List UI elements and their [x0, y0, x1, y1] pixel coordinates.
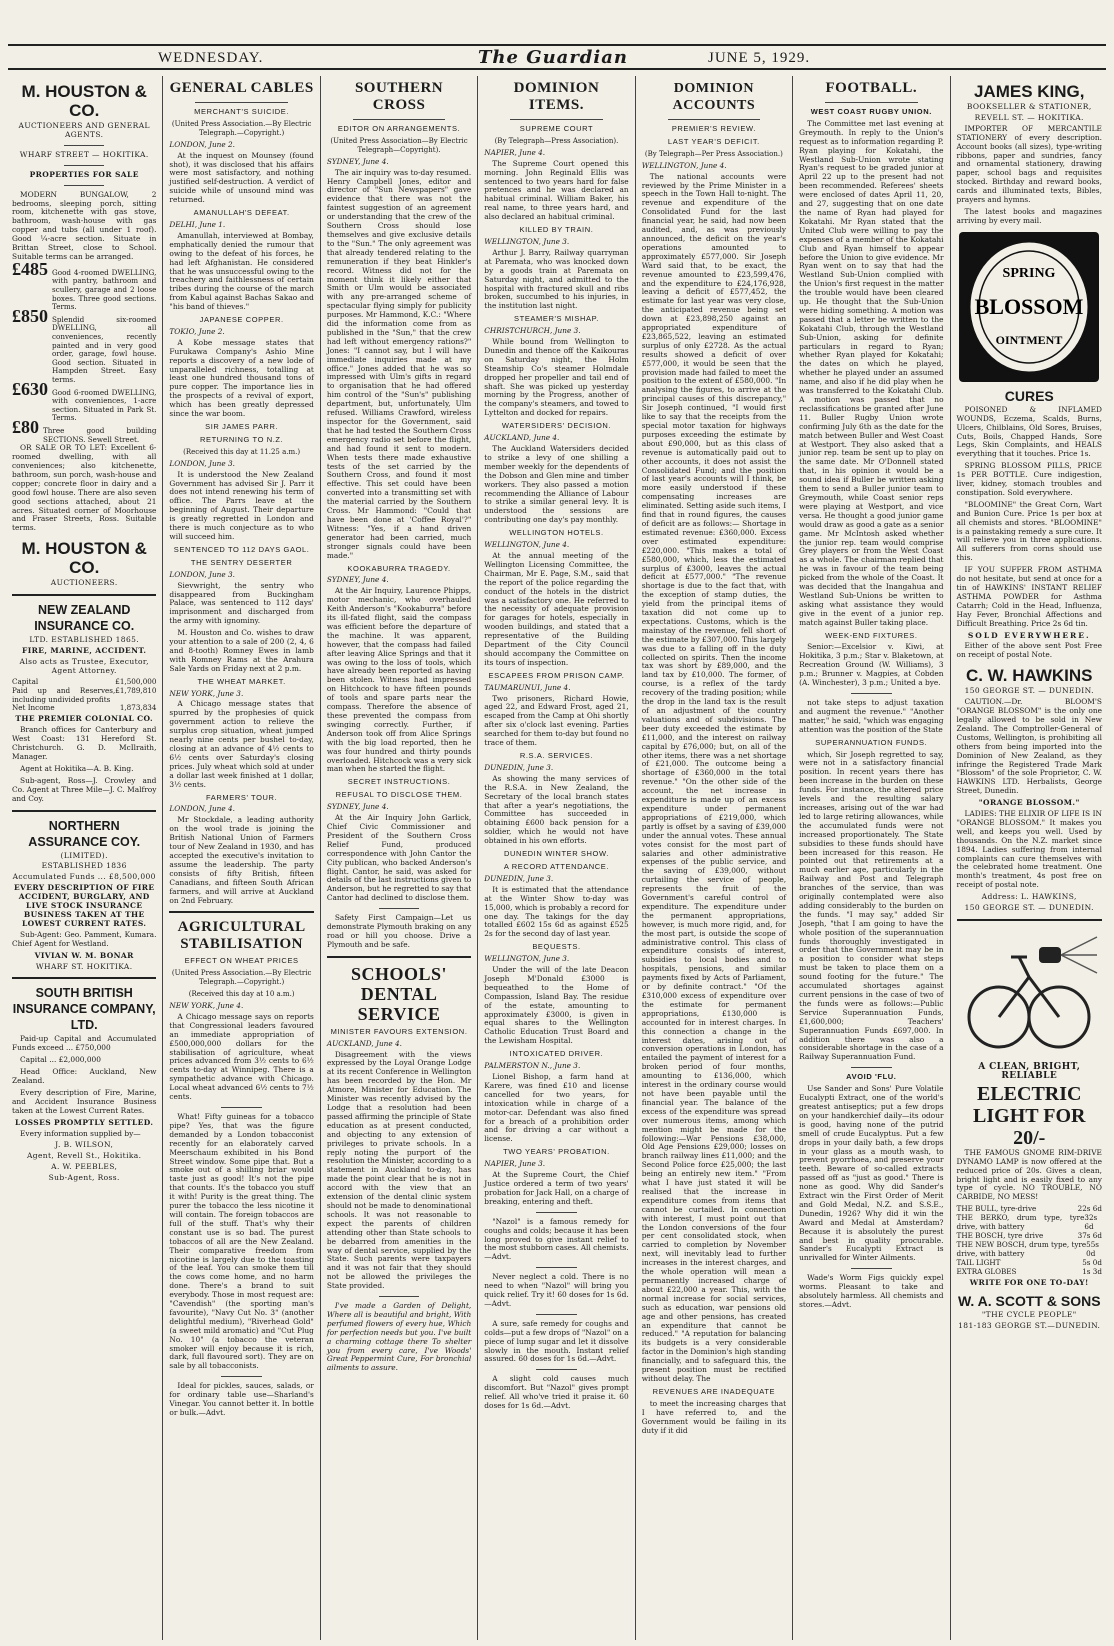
blossom-line2: OINTMENT — [995, 332, 1063, 347]
address-2: 150 GEORGE ST. — DUNEDIN. — [964, 903, 1094, 913]
subagent-text: Sub-agent, Ross—J. Crowley and Co. Agent at Three Mile—J. C. Malfroy and Coy. — [12, 775, 157, 803]
ladies-text: LADIES: THE ELIXIR OF LIFE IS IN "ORANGE BLOSSOM." It makes you well, and keeps you well. Used by thousands. On the N.Z. market since 1894. Ladies suffering from internal complaints can cure themselves with the celebrated home treatment. One month's treatment, 4s post free on receipt of postal note. — [956, 809, 1102, 890]
story-body: A Kobe message states that Furukawa Company's Ashio Mine reports a discovery of a new lode of unparalleled richness, totalling at least one hundred thousand tons of pure copper. The importance lies in the prospects of a revival of export, which has been greatly depressed since the war boom. — [169, 337, 314, 419]
southbritish-paid: Paid-up Capital and Accumulated Funds exceed ... £750,000 — [12, 1034, 157, 1053]
story-body: It is understood the New Zealand Government has advised Sir J. Parr it does not intend renewing his term of office. The Parrs leave at the beginning of August. Their departure is greatly regretted in London and there is much conjecture as to who will succeed him. — [169, 469, 314, 541]
story-title: R.S.A. SERVICES. — [519, 751, 594, 760]
property-1-text: Good 4-roomed DWELLING, with pantry, bathroom and scullery, garage and 2 loose boxes. Three good sections. Terms. — [52, 267, 157, 312]
scott-name: W. A. SCOTT & SONS — [957, 1293, 1101, 1310]
column-4 — [478, 76, 635, 1640]
caution-text: CAUTION.—Dr. BLOOM'S "ORANGE BLOSSOM" is the only one legally allowed to be sold in New Zealand. The Comptroller-General of Customs, Wellington, is prohibiting all others from being imported into the Dominion of New Zealand, as they infringe the Registered Trade Mark "Blossom" of the sole Proprietor, C. W. HAWKINS LTD. Herbalists, George Street, Dunedin. — [956, 697, 1102, 796]
story-credit: (By Telegraph—Press Association). — [494, 136, 619, 145]
price-row — [957, 1214, 1102, 1232]
price-label: TAIL LIGHT — [956, 1257, 1001, 1267]
price-value: 37s 6d — [1077, 1230, 1102, 1240]
southbritish-office: Head Office: Auckland, New Zealand. — [12, 1067, 157, 1086]
story-dateline: LONDON, June 4. — [169, 804, 235, 814]
price-2: £850 — [12, 305, 48, 326]
asthma-text: IF YOU SUFFER FROM ASTHMA do not hesitate, but send at once for a tin of HAWKINS' INSTANT RELIEF ASTHMA POWDER for Asthma Catarrh; Cold in the Head, Influenza, Hay Fever, Bronchial Affections and Difficult Breathing. Price 2s 6d tin. — [956, 565, 1102, 628]
hawkins-addr: 150 GEORGE ST. — DUNEDIN. — [964, 686, 1094, 696]
story-credit: (United Press Association—By Electric Telegraph—Copyright). — [330, 136, 468, 154]
tobacco-ad: What! Fifty guineas for a tobacco pipe? Yes, that was the figure demanded by a London tobacconist recently for an elaborately carved Meerschaum exhibited in his Bond Street window. Some pipe that. But a smoke out of a shilling briar would taste just as good! It's not the pipe that counts. It's the tobacco you stuff it with! Purity is the great thing. The purer the tobacco the less nicotine it will contain. The foreign tobaccos are full of the stuff. That's why their constant use is so bad. The purest tobaccos of all are the New Zealand. Their comparative freedom from nicotine is largely due to the toasting of the leaf. You can smoke them till the cows come home, and no harm done. There's a brand to suit everybody. Those in most request are: "Cavendish" (the sporting man's favourite), "Navy Cut No. 3" (another delightful medium), "Riverhead Gold" (a sweet mild aromatic) and "Cut Plug No. 10" (a tobacco the veteran smoker will enjoy because it is rich, dark, full flavoured sort). They are on sale by all tobacconists. — [169, 1112, 314, 1371]
column-3 — [321, 76, 478, 1640]
southbritish-capital: Capital ... £2,000,000 — [20, 1055, 101, 1065]
column-5 — [636, 76, 793, 1640]
lease-ad: OR SALE OR TO LET: Excellent 6-roomed dwelling, with all conveniences; also kitchenette, bathroom, sun porch, wash-house and copper; concrete floor in dairy and a good fowl house. There are also seven good sections attached, about 21 acres. Situated corner of Moorhouse and Fraser Streets, Ross. Suitable terms. — [12, 443, 157, 533]
story-body: Disagreement with the views expressed by the Loyal Orange Lodge at its recent Conference in Wellington has been recorded by the Hon. Mr Atmore, Minister for Education. The Minister was recently advised by the Lodge that a resolution had been passed affirming the principle of State education as at present conducted, and objecting to any extension of privileges to private schools. In a reply noting the purport of the resolution the Minister, according to a statement in Auckland to-day, has made the point clear that he is not in accord with the view that an extension of the dental clinic system should not be made to denominational schools. It was not reasonable to expect the parents of children attending other than State schools to be debarred from amenities in the way of dental service, supplied by the State. Such parents were taxpayers and it was not fair that they should not be allowed the privileges the State provided. — [326, 1049, 472, 1291]
story-body: Arthur J. Barry, Railway quarryman at Paremata, who was knocked down by a goods train at Paremata on Saturday night, and admitted to the hospital with fractured skull and ribs broken, succumbed to his injuries, in the institution last night. — [484, 247, 629, 311]
divider — [379, 1296, 419, 1297]
story-body: The Supreme Court opened this morning. John Reginald Ellis was sentenced to two years hard for false pretences and he was declared an habitual criminal. William Baker, his real name, to three years hard, and also declared an habitual criminal. — [484, 158, 629, 222]
column-6 — [793, 76, 950, 1640]
worm-figs-ad: Wade's Worm Figs quickly expel worms. Pleasant to take and absolutely harmless. All chemists and stores.—Advt. — [799, 1273, 944, 1309]
masthead-date: JUNE 5, 1929. — [708, 50, 811, 66]
story-body: It is estimated that the attendance at the Winter Show to-day was 15,000, which is probably a record for one day. The takings for the day totalled £602 15s 6d as against £525 2s for the second day of last year. — [484, 884, 629, 939]
capital-row — [12, 687, 156, 705]
safety-ad: Safety First Campaign—Let us demonstrate Plymouth braking on any road or hill you choose. Drive a Plymouth and be safe. — [326, 913, 472, 949]
story-subtitle: REVENUES ARE INADEQUATE — [652, 1386, 776, 1396]
story-dateline: NEW YORK, June 3. — [169, 688, 244, 698]
price-3: £630 — [12, 378, 48, 399]
cures-text: POISONED & INFLAMED WOUNDS, Eczema, Scalds, Burns, Ulcers, Chilblains, Old Sores, Bruises, Cuts, Boils, Chapped Hands, Sore Legs, Skin Complaints, and HEALS everything that it touches. Price 1s. — [956, 404, 1102, 459]
agent-peebles: A. W. PEEBLES, — [51, 1162, 118, 1172]
story-body: A Chicago message says on reports that Congressional leaders favoured an immediate appropriation of £500,000,000 dollars for the stabilisation of agriculture, wheat prices advanced from 3½ cents to 6½ cents to-day at Winnipeg. There is a sympathetic advance with Chicago. Local wheat advanced 6½ cents to 7½ cents. — [169, 1011, 314, 1102]
verse-ad: I've made a Garden of Delight, Where all is beautiful and bright, With perfumed flowers of every hue, Which for perfection needs but you. I've built a charming cottage there To shelter you from every care, I've Woods' Great Peppermint Cure, For bronchial ailments to assure. — [326, 1301, 472, 1373]
story-title: SUPREME COURT — [519, 124, 594, 133]
story-title: AVOID 'FLU. — [846, 1072, 897, 1082]
story-title: BEQUESTS. — [532, 942, 581, 952]
story-title: SUPERANNUATION FUNDS. — [815, 737, 928, 747]
nzins-lines: FIRE, MARINE, ACCIDENT. — [21, 646, 147, 656]
story-credit: (United Press Association.—By Electric Telegraph.—Copyright.) — [171, 969, 312, 987]
story-dateline: NAPIER, June 4. — [484, 147, 546, 157]
story-dateline: WELLINGTON, June 4. — [641, 160, 727, 170]
story-dateline: DUNEDIN, June 3. — [484, 762, 554, 772]
cures-label: CURES — [1004, 387, 1054, 404]
price-label: EXTRA GLOBES — [956, 1266, 1017, 1276]
story-body: Two prisoners, Richard Howie, aged 22, and Edward Frost, aged 21, escaped from the Camp at Ohi shortly after six o'clock last evening. Parties searched for them to-day but found no trace of them. — [484, 693, 629, 748]
divider — [851, 693, 891, 694]
story-dateline: PALMERSTON N., June 3. — [484, 1061, 581, 1071]
price-label: THE BOSCH, tyre drive — [956, 1230, 1044, 1240]
price-4: £80 — [12, 416, 39, 437]
capital-value: £1,500,000 — [115, 676, 157, 686]
houston-addr: WHARF STREET — HOKITIKA. — [19, 149, 149, 159]
story-dateline: LONDON, June 3. — [169, 458, 235, 468]
story-body: Sievwright, the sentry who disappeared from Buckingham Palace, was sentenced to 112 days' imprisonment and discharged from the army with ignominy. — [169, 580, 314, 626]
story-body: Under the will of the late Deacon Joseph M'Donald £3000 is bequeathed to the Home of Compassion, Island Bay. The residue of the estate, amounting to approximately £3000, is given in equal shares to the Wellington Catholic Education Trust Board and the Lewisham Hospital. — [484, 965, 629, 1046]
general-cables-heading: GENERAL CABLES — [169, 80, 314, 96]
vinegar-ad: Ideal for pickles, sauces, salads, or for ordinary table use—Sharland's Vinegar. You cannot better it. In bottle or bulk.—Advt. — [169, 1381, 314, 1417]
divider — [12, 594, 156, 596]
divider — [169, 911, 313, 913]
story-dateline: SYDNEY, June 4. — [326, 802, 389, 812]
story-title: PREMIER'S REVIEW. — [671, 124, 756, 133]
light-heading: A CLEAN, BRIGHT, RELIABLE — [978, 1062, 1081, 1081]
nzins-name: NEW ZEALAND INSURANCE CO. — [34, 603, 135, 634]
divider — [64, 185, 104, 186]
northern-ltd: (LIMITED). — [60, 850, 108, 860]
price-label: THE NEW BOSCH, drum type, tyre drive, with battery — [956, 1239, 1087, 1258]
column-2 — [163, 76, 320, 1640]
masthead-rule-bottom — [8, 68, 1106, 70]
story-body: The national accounts were reviewed by the Prime Minister in a speech in the Town Hall to-night. The revenue and expenditure of the Consolidated Fund for the last financial year, he said, had now been audited, and, as was previously announced, the deficit on the year's operations amounted to approximately £577,000. Sir Joseph Ward said that, to be exact, the revenue amounted to £23,599,476, and the expenditure to £24,176,928, leaving a deficit of £577,452, the estimate for last year was very close, the anticipated revenue being set down at £23,898,250 against an appropriated expenditure of £23,865,522, leaving an estimated surplus of only £2728. As the actual results showed a deficit of over £577,000, it would be seen that the provision made had failed to meet the position to the extent of £580,000. "In analysing the figures, to arrive at the principal causes of this discrepancy," Sir Joseph continued, "I would first like to say that the receipts from the special motor taxation for highways purposes exceeding the estimate by about £90,000, but as this class of revenue is automatically paid out to other accounts, it does not assist the Consolidated Fund; and the position of last year's accounts will I think, be more easily understood if these compensating increases are eliminated. Setting aside such items, I find that in round figures, the causes of deficit are as follows:— Shortage in estimated revenue: £360,000. Excess over estimated expenditure: £220,000. "This makes a total of £580,000, which, less the estimated surplus of £3000, leaves the actual deficit at £577,000." "The revenue shortage is due to the fact that, with the exception of stamp duties, the yield from the principal items of taxation did not come up to expectations. Customs, which is the mainstay of the revenue, fell short of the estimate by £307,000. This largely was due to a falling off in the duty collected on spirits. Then the income tax was short by £89,000, and the land tax by £10,000. The former, of course, is a reflex of the tardy recovery of the trading position; while the drop in the land tax is the result of an adjustment of the country valuations and of subdivisions. The beer duty exceeded the estimate by £11,000, and the interest on railway capital by £76,000; but, on all of the other items, there was a net shortage of £21,000. The outcome being a shortage of £360,000 in the total revenue." "On the other side of the account, the net increase in expenditure is made up of an excess expenditure under permanent appropriations of £219,000, which partly is offset by a saving of £39,000 under the annual votes. These annual votes consist for the most part of salaries and other administrative expenses of the public service, and the saving of £39,000, without curtailing the service of people, represents the fruit of the Government's careful control of expenditure. The expenditure under the permanent appropriations, however, is much more rigid, and, for the most part, is outside the scope of administrative control. This class of expenditure consists of interest, subsidies to local bodies and to hospitals, pensions, and similar payments fixed by Acts of Parliament, or by definite contract." "Of the £310,000 excess of expenditure over the estimate for permanent appropriations, £130,000 is accounted for in interest charges. In this connection a change in the interest dates, arising out of conversion operations in London, has entailed the payment of interest for a broken period of four months, amounting to £136,000, which interest in the ordinary course would not have been payable until the financial year. The balance of the excess of the expenditure was spread over numerous items, among which mention might be made for the following:—War Pensions £38,000, Old Age Pensions £29,000; losses on branch railway lines £11,000; and the Second Police force £25,000; the last being an entirely new item." "From what I have just stated it will be realised that the increase in expenditure comes from items that cannot be curtailed. In connection with interest, I must point out that the London conversions of the four per cent consolidated stock, when carried to completion by November next, will inevitably lead to further increases in the interest charges, and the whole operation will mean a permanently increased charge of about £22,000 a year. This, with the normal increase for social services, such as education, war pensions old age and other pensions, has created an expenditure that cannot be reduced." "A reputation for balancing its budgets is a very considerable factor in the Dominion's high standing financially, and to safeguard this, the present position must be rectified without delay. The — [641, 171, 787, 1383]
story-body: The Auckland Watersiders decided to strike a levy of one shilling a member weekly for the dependents of the Dobson and Glen mine and timber workers. They also passed a motion recommending the Alliance of Labour to strike a similar general levy. It is understood the sessions are contributing one day's pay monthly. — [484, 444, 629, 525]
story-dateline: SYDNEY, June 4. — [326, 156, 389, 166]
divider — [510, 119, 602, 120]
divider — [12, 810, 156, 812]
sale-notice: M. Houston and Co. wishes to draw your attention to a sale of 200 (2, 4, 6 and 8-tooth) Romney Ewes in lamb with Romney Rams at the Arahura Sale Yards on Friday next at 2 p.m. — [169, 628, 314, 673]
story-subtitle: REFUSAL TO DISCLOSE THEM. — [335, 790, 463, 800]
story-body: At the inquest on Mounsey (found shot), it was disclosed that his affairs were most satisfactory, and nothing justified self-destruction. A verdict of suicide while of unsound mind was returned. — [169, 150, 314, 205]
nazol-ad: "Nazol" is a famous remedy for coughs and colds; because it has been long proved to give instant relief to the most stubborn cases. All chemists. —Advt. — [484, 1216, 629, 1262]
story-credit: (United Press Association.—By Electric Telegraph.—Copyright.) — [171, 119, 312, 137]
masthead-day: WEDNESDAY. — [158, 50, 264, 66]
story-subtitle: A RECORD ATTENDANCE. — [503, 861, 610, 871]
agent-note: Sub-Agent: Geo. Pamment, Kumara. Chief Agent for Westland. — [12, 929, 157, 948]
story-title: INTOXICATED DRIVER. — [509, 1049, 604, 1059]
bicycle-icon — [959, 927, 1099, 1057]
story-title: WATERSIDERS' DECISION. — [501, 421, 612, 431]
story-title: TWO YEARS' PROBATION. — [503, 1147, 610, 1157]
divider — [64, 165, 104, 166]
story-title: EFFECT ON WHEAT PRICES — [184, 956, 299, 966]
story-subtitle: RETURNING TO N.Z. — [200, 434, 284, 444]
divider — [536, 1314, 576, 1315]
story-body: As showing the many services of the R.S.A. in New Zealand, the Secretary of the local branch states that after a year's negotiations, the Committee has succeeded in obtaining £600 back pension for a soldier, which he would not have obtained in his own efforts. — [484, 773, 629, 846]
story-credit: (Received this day at 11.25 a.m.) — [183, 447, 301, 456]
story-subtitle: LAST YEAR'S DEFICIT. — [667, 136, 760, 146]
story-body: At the annual meeting of the Wellington Licensing Committee, the Chairman, Mr E. Page, S.M., said that the report of the police regarding the conduct of the hotels in the district was a satisfactory one. He referred to the necessity of adequate provision for garages for hotels, especially in wooden buildings, and stated that a representative of the Building Department of the City Council should accompany the Committee on its tours of inspection. — [484, 550, 629, 667]
football-heading: FOOTBALL. — [825, 80, 918, 96]
northern-desc: EVERY DESCRIPTION OF FIRE ACCIDENT, BURGLARY, AND LIVE STOCK INSURANCE BUSINESS TAKEN AT THE LOWEST CURRENT RATES. — [13, 883, 155, 928]
blossom-graphic — [959, 232, 1099, 382]
blossom-line1: SPRING — [1002, 265, 1056, 281]
nazol-ad: Never neglect a cold. There is no need to when "Nazol" will bring you quick relief. Try it! 60 doses for 1s 6d.—Advt. — [484, 1272, 629, 1308]
masthead-rule — [8, 44, 1106, 46]
divider — [536, 1369, 576, 1370]
story-title: MINISTER FAVOURS EXTENSION. — [330, 1026, 468, 1036]
orange-blossom: "ORANGE BLOSSOM." — [978, 798, 1080, 808]
price-1: £485 — [12, 258, 48, 279]
houston-tag: AUCTIONEERS AND GENERAL AGENTS. — [18, 121, 150, 139]
price-value: 55s 0d — [1086, 1239, 1099, 1258]
story-dateline: DELHI, June 1. — [169, 219, 226, 229]
story-dateline: CHRISTCHURCH, June 3. — [484, 326, 581, 336]
northern-funds: Accumulated Funds ... £8,500,000 — [12, 872, 156, 882]
story-title: JAPANESE COPPER. — [199, 315, 284, 325]
hawkins-name: C. W. HAWKINS — [965, 666, 1093, 686]
property-1 — [12, 258, 157, 312]
address: Address: L. HAWKINS, — [981, 892, 1077, 902]
king-addr: REVELL ST. — HOKITIKA. — [974, 112, 1084, 122]
divider — [851, 1067, 891, 1068]
houston-name: M. HOUSTON & CO. — [21, 82, 147, 120]
king-tag: BOOKSELLER & STATIONER, — [966, 102, 1092, 111]
gnome-text: THE FAMOUS GNOME RIM-DRIVE DYNAMO LAMP is now offered at the reduced price of 20s. Gives a clean, bright light and is easily fixed to any type of cycle. NO TROUBLE, NO CARBIDE, NO MESS! — [956, 1147, 1102, 1202]
story-title: FARMERS' TOUR. — [206, 792, 278, 802]
story-dateline: WELLINGTON, June 3. — [484, 236, 570, 246]
story-dateline: SYDNEY, June 4. — [326, 575, 389, 585]
light-heading-2: ELECTRIC LIGHT FOR 20/- — [973, 1082, 1086, 1149]
story-title: WEEK-END FIXTURES. — [825, 630, 918, 640]
price-row — [957, 1268, 1102, 1277]
cycle-lamp-illustration — [959, 927, 1099, 1057]
price-value: 5s 0d — [1082, 1257, 1102, 1267]
southbritish-desc: Every description of Fire, Marine, and Accident Insurance Business taken at the Lowest Current Rates. — [12, 1087, 157, 1115]
northern-est: ESTABLISHED 1836 — [41, 861, 127, 871]
agent-peebles-addr: Sub-Agent, Ross. — [48, 1173, 120, 1183]
story-dateline: TOKIO, June 2. — [169, 326, 225, 336]
write-today: WRITE FOR ONE TO-DAY! — [969, 1277, 1089, 1287]
scott-addr: 181-183 GEORGE ST.—DUNEDIN. — [958, 1321, 1101, 1331]
price-label: THE BERKO, drum type, tyre drive, with battery — [956, 1213, 1085, 1232]
bungalow-ad: MODERN BUNGALOW, 2 bedrooms, sleeping porch, sitting room, kitchenette with gas stove, bathroom, wash-house with gas copper and tubs (all under 1 roof). Good ¼-acre section. Situate in Brittan Street, close to School. Suitable terms can be arranged. — [12, 189, 157, 261]
property-2-text: Splendid six-roomed DWELLING, all conveniences, recently painted and in very good order, garage, fowl house. Good section. Situated in Hampden Street. Easy terms. — [52, 314, 157, 384]
dominion-accounts-heading: DOMINION ACCOUNTS — [672, 81, 756, 113]
story-dateline: WELLINGTON, June 4. — [484, 540, 570, 550]
story-dateline: DUNEDIN, June 3. — [484, 873, 554, 883]
sold-everywhere: SOLD EVERYWHERE. — [967, 630, 1091, 640]
northern-name: NORTHERN ASSURANCE COY. — [28, 818, 141, 849]
story-credit: (Received this day at 10 a.m.) — [188, 990, 295, 999]
story-title: KOOKABURRA TRAGEDY. — [347, 563, 451, 573]
houston-tag-2: AUCTIONEERS. — [50, 578, 118, 588]
story-credit: (By Telegraph—Per Press Association.) — [644, 149, 783, 158]
story-title: SENTENCED TO 112 DAYS GAOL. — [173, 544, 310, 554]
southbritish-info: Every information supplied by— — [20, 1128, 141, 1138]
story-dateline: LONDON, June 2. — [169, 139, 235, 149]
property-2 — [12, 305, 157, 385]
column-1 — [6, 76, 163, 1640]
story-title: AMANULLAH'S DEFEAT. — [193, 208, 290, 218]
bloomine-text: "BLOOMINE" the Great Corn, Wart and Bunion Cure. Price 1s per box at all chemists and stores. "BLOOMINE" is a painstaking remedy a sure cure. It will relieve you in three applications. All sufferers from corns should use this. — [956, 499, 1102, 563]
divider — [536, 1267, 576, 1268]
story-dateline: NEW YORK, June 4. — [169, 1001, 244, 1011]
spring-blossom-logo — [959, 232, 1099, 382]
story-title: THE WHEAT MARKET. — [197, 676, 286, 686]
houston-sale: PROPERTIES FOR SALE — [29, 169, 139, 179]
agricultural-heading: AGRICULTURAL STABILISATION — [177, 919, 306, 953]
story-body-end: to meet the increasing charges that I have referred to, and the Government would be failing in its duty if it did — [641, 1398, 787, 1435]
story-body: A Chicago message states that spurred by the prophesies of quick government action to relieve the surplus crop situation, wheat jumped nearly nine cents per bushel to-day, closing at an advance of 4½ cents to 6½ cents over Saturday's closing prices. July wheat which sold at under a dollar last week finished at 1 dollar, 3½ cents. — [169, 699, 314, 789]
story-body: which, Sir Joseph regretted to say, were not in a satisfactory financial position. In recent years there has been increase in the burden on these funds. For instance, the altered price levels and the resulting salary increases, arising out of the war had led to large retiring allowances, while the accumulated funds were not increased proportionately. The State subsidies to these funds should have been increased for this reason. He pointed out that retirements at a much earlier age, particularly in the Railway and Post and Telegraph branches of the service, than was originally contemplated were also adding considerably to the burden on the funds. "I may say," added Sir Joseph, "that I am going to have the whole position of the superannuation funds thoroughly investigated in order that the Government may be in a position to consider what steps must be taken to place them on a sound footing for the future." The accumulated shortages against current pensions in the case of two of the funds were as follows:—Public Service Superannuation Funds, £1,600,000; Teachers' Superannuation Funds £697,000. In addition there was also a considerable shortage in the case of a Railway Superannuation Fund. — [799, 749, 944, 1062]
divider — [12, 977, 156, 979]
agent-wilson: J. B. WILSON, — [55, 1140, 114, 1150]
story-title: MERCHANT'S SUICIDE. — [194, 107, 290, 116]
story-dateline: AUCKLAND, June 4. — [484, 433, 560, 443]
vivian-name: VIVIAN W. M. BONAR — [34, 950, 134, 960]
price-value: 22s 6d — [1077, 1204, 1102, 1214]
story-title: STEAMER'S MISHAP. — [514, 314, 599, 324]
capital-value: 1,873,834 — [119, 703, 157, 713]
agent-wilson-addr: Agent, Revell St., Hokitika. — [26, 1151, 142, 1161]
story-dateline: WELLINGTON, June 3. — [484, 954, 570, 964]
story-title: DUNEDIN WINTER SHOW. — [504, 849, 609, 859]
divider — [353, 119, 445, 120]
columns — [6, 76, 1108, 1640]
story-dateline: AUCKLAND, June 4. — [326, 1038, 402, 1048]
divider — [195, 102, 287, 103]
southbritish-name: SOUTH BRITISH INSURANCE COMPANY, LTD. — [12, 986, 156, 1033]
divider — [825, 102, 917, 103]
story-title: SIR JAMES PARR. — [205, 422, 279, 431]
story-body: Amanullah, interviewed at Bombay, emphatically denied the rumour that owing to the defeat of his forces, he had left Afghanistan. He considered that he was unsuccessful owing to the treachery and faithlessness of certain tribes during the course of the march from Kabul against Bachas Sakao and "his band of thieves." — [169, 230, 314, 312]
either-text: Either of the above sent Post Free on receipt of postal Note. — [956, 641, 1102, 660]
story-body: At the Air Inquiry, Laurence Phipps, motor mechanic, who overhauled Keith Anderson's "Kookaburra" before its ill-fated flight, said the compass was efficient before the departure of the machine. It was apparent, however, that the compass had failed after leaving Alice Springs and that it was owing to the loss of tools, which have already been reported as having been stolen. Witness had impressed on Hitchcock to have fifteen pounds of tools and spare parts near the compass. Therefore the absence of these prevented the compass from swinging correctly. Further, if Anderson took off from Alice Springs with the big load reported, then he was four hundred and thirty pounds overloaded. Hitchcock was a very sick man when he started the flight. — [326, 586, 472, 774]
story-title: WELLINGTON HOTELS. — [509, 528, 604, 538]
agents-text: Agent at Hokitika—A. B. King. — [20, 763, 134, 773]
story-body: Lionel Bishop, a farm hand at Karere, was fined £10 and license cancelled for two years, for intoxication while in charge of a motor-car. Defendant was also fined for a breach of a prohibition order and for driving a car without a license. — [484, 1072, 629, 1144]
king-name: JAMES KING, — [973, 82, 1085, 101]
eucalypti-ad: Use Sander and Sons' Pure Volatile Eucalypti Extract, one of the world's greatest antiseptics; put a few drops on your handkerchief daily—its odour is good, having none of the putrid smell of crude Eucalyptus. Put a few drops in your daily bath, a few drops in your glass as a mouth wash, to prevent pyorrhoea, and preserve your teeth. Beware of so-called extracts passed off as "just as good." There is none as good. Why did Sander's Extract win the First Order of Merit and Gold Medal, N.Z. and S.S.E., Dunedin, 1926? Why did it win the Award and Medal at Amsterdam? Because it is absolutely the purest and best in quality procurable. Sander's Eucalypti Extract is unrivalled for Winter Ailments. — [799, 1084, 944, 1263]
story-body: Senior:—Excelsior v. Kiwi, at Hokitika, 3 p.m.; Star v. Blaketown, at Recreation Ground (W. Williams), 3 p.m.; Brunner v. Magpies, at Cobden (A. Winchester), 3 p.m.; United a bye. — [799, 642, 944, 688]
story-dateline: NAPIER, June 3. — [484, 1159, 546, 1169]
capital-label: Net Income — [12, 703, 55, 713]
price-value: 1s 3d — [1082, 1266, 1102, 1276]
southbritish-losses: LOSSES PROMPTLY SETTLED. — [15, 1117, 154, 1127]
divider — [957, 919, 1102, 921]
scott-tag: "THE CYCLE PEOPLE" — [981, 1310, 1077, 1320]
divider — [327, 956, 471, 958]
price-value: 32s 6d — [1084, 1213, 1098, 1232]
nazol-ad: A sure, safe remedy for coughs and colds—put a few drops of "Nazol" on a piece of lump sugar and let it dissolve slowly in the mouth. Instant relief assured. 60 doses for 1s 6d.—Advt. — [484, 1318, 629, 1364]
capital-value: £1,789,810 — [115, 685, 157, 695]
divider — [851, 1268, 891, 1269]
story-body: The Committee met last evening at Greymouth. In reply to the Union's request as to information regarding P. Ryan playing for Kokatahi, the Westland Sub-Union wrote stating Ryan's request to be graded junior at April 22 up to the present had not been recommended. Referees' sheets were enclosed of dates April 11, 20, and 27, suggesting that on one date the name of Ryan had played for Kokatahi. Mr Ryan stated that the United Club were willing to pay the expenses of a member of the Kokatahi Club and Ryan himself to appear before the Union to give evidence. Mr Ryan went on to say that had the Westland Sub-Union complied with the Union's first request in the matter the trouble would have been cleared up. He thought that the Sub-Union were hiding something. A motion was passed that a letter be written to the Kokatahi Club, through the Westland Sub-Union, asking for definite particulars in regard to Ryan; whether Ryan played for Kokatahi; the dates on which he played, whether he played under an assumed name, and also if he did play when he was transferred to the Kokatahi Club. A motion was passed that no reclassifications be granted after June 11. Buller Rugby Union wrote confirming July 6th as the date for the match between Buller and West Coast at Westport. They also asked that a junior rep. team be sent up to play on the same date. Mr O'Donnell stated that, in his opinion it would be a sound idea if Buller be written asking them to send a Buller junior team to Greymouth, while Coast senior reps were playing at Westport, and vice versa. He thought a good junior game would draw as good a gate as a senior game. Mr McIntosh asked whether the junior rep. team would comprise Grey players or from the West Coast as a whole. The chairman replied that he was in favour of the team being picked from the whole of the Coast. It was decided that the Inangahua and Westland Sub-Unions be written to asking what assistance they would give in the event of a junior rep. match against Buller taking place. — [799, 118, 944, 627]
divider — [379, 908, 419, 909]
property-3-text: Good 6-roomed DWELLING, with conveniences, 1-acre section. Situated in Park St. Terms. — [52, 387, 157, 423]
price-label: THE BULL, tyre-drive — [956, 1204, 1037, 1214]
divider — [221, 1376, 261, 1377]
houston-name-2: M. HOUSTON & CO. — [21, 539, 147, 578]
branch-text: Branch offices for Canterbury and West Coast: 131 Hereford St. Christchurch. G. D. McIlraith, Manager. — [12, 725, 157, 761]
dental-heading: SCHOOLS' DENTAL SERVICE — [351, 963, 448, 1024]
story-title: EDITOR ON ARRANGEMENTS. — [337, 124, 461, 133]
story-body: not take steps to adjust taxation and augment the revenue." "Another matter," he said, "which was engaging attention was the position of the State — [799, 698, 944, 734]
dominion-items-heading: DOMINION ITEMS. — [513, 80, 600, 113]
story-body: While bound from Wellington to Dunedin and thence off the Kaikouras on Saturday night, the Holm Steamship Co's steamer Holmdale dropped her propeller and tail end of shaft. She was picked up yesterday morning by the Progress, another of the company's steamers, and towed to Lyttelton and docked for repairs. — [484, 337, 629, 418]
story-body: Mr Stockdale, a leading authority on the wool trade is joining the British National Union of Farmers tour of New Zealand in 1930, and has accepted the executive's invitation to assume the leadership. The party consists of fifty British, fifteen Canadians, and fifteen South African farmers, and will arrive at Auckland on 2nd February. — [169, 815, 314, 905]
blossom-word: BLOSSOM — [974, 293, 1084, 319]
divider — [536, 1212, 576, 1213]
property-4-text: Three good building SECTIONS. Sewell Street. — [43, 425, 157, 444]
story-body: At the Supreme Court, the Chief Justice ordered a term of two years' probation for Jack Hall, on a charge of breaking, entering and theft. — [484, 1170, 629, 1206]
property-4 — [12, 416, 157, 444]
story-body: At the Air Inquiry John Garlick, Chief Civic Commissioner and President of the Southern Cross Relief Fund, produced correspondence with John Cantor the City publican, who backed Anderson's flight. Cantor, he said, was asked for details of the last instructions given to Anderson, but he regretted to say that Cantor had declined to disclose them. — [326, 813, 472, 903]
price-row — [957, 1241, 1102, 1259]
story-title: SECRET INSTRUCTIONS. — [347, 777, 451, 787]
story-title: KILLED BY TRAIN. — [519, 225, 594, 235]
divider — [64, 145, 104, 146]
nazol-ad: A slight cold causes much discomfort. But "Nazol" gives prompt relief. All who've tried it praise it. 60 doses for 1s 6d.—Advt. — [484, 1374, 629, 1411]
nzins-trustee: Also acts as Trustee, Executor, Agent Attorney. — [19, 656, 149, 675]
story-subtitle: THE SENTRY DESERTER — [190, 557, 293, 567]
story-title: WEST COAST RUGBY UNION. — [810, 107, 932, 116]
king-latest: The latest books and magazines arriving by every mail. — [956, 206, 1102, 225]
nzins-est: LTD. ESTABLISHED 1865. — [29, 635, 140, 645]
capital-label: Paid up and Reserves, including undivided profits — [12, 685, 116, 704]
capital-row — [12, 704, 156, 713]
king-text: IMPORTER OF MERCANTILE STATIONERY of every description. Account books (all sizes), type-writing ribbons, paper and sundries, fancy and ornamental stationery, drawing paper, school bags and requisites stocked. Birthday and reward books, cards and illuminated texts, Bibles, prayers and hymns. — [956, 123, 1102, 205]
colonial: THE PREMIER COLONIAL CO. — [15, 714, 154, 724]
story-dateline: TAUMARUNUI, June 4. — [484, 682, 571, 692]
masthead-title: The Guardian — [478, 47, 628, 68]
vivian-addr: WHARF ST. HOKITIKA. — [35, 961, 133, 971]
southern-cross-heading: SOUTHERN CROSS — [354, 80, 444, 113]
story-body: The air inquiry was to-day resumed. Henry Campbell Jones, editor and director of "Sun Newspapers" gave evidence that there was not the faintest suggestion of an agreement or understanding that the crew of the Southern Cross should lose themselves and give exclusive details to the "Sun." The only agreement was that already tendered relating to the remuneration if they beat Hinkler's record. Witness did not for the moment think it likely either that Smith or Ulm would be associated with any pre-arranged scheme of spectacular flying simply for publicity purposes. Mr Hammond, K.C.: "Where did the information come from as published in the "Sun," that the crew had left without emergency rations?" Jones: "I cannot say, but I will have immediate inquiries made at my office." Jones added that he was so impressed with Ulm's gifts in regard to organisation that he had offered him control of the "Sun's" publishing department, but, unfortunately, Ulm refused. Williams Crawford, wireless inspector for the Government, said that he had tested the Southern Cross emergency radio set before the flight, and had found it sent to modern. When tests there made exhaustive tests of the set carried by the Southern Cross, and found it most effective. This set could have been converted into a transmitting set with the material carried by the Southern Cross. Mr Hammond: "Could that have been done at 'Coffee Royal'?" Witness: "Yes, if a hand driven generator had been carried, much stronger signals could have been made." — [326, 167, 472, 560]
capital-label: Capital — [12, 676, 39, 686]
pills-text: SPRING BLOSSOM PILLS, PRICE 1s PER BOTTLE. Cure indigestion, liver, kidney, stomach troubles and constipation. Sold everywhere. — [956, 461, 1102, 497]
masthead — [8, 6, 1106, 68]
story-title: ESCAPEES FROM PRISON CAMP. — [488, 670, 625, 680]
story-dateline: LONDON, June 3. — [169, 569, 235, 579]
divider — [221, 1107, 261, 1108]
column-7 — [951, 76, 1108, 1640]
divider — [668, 119, 760, 120]
